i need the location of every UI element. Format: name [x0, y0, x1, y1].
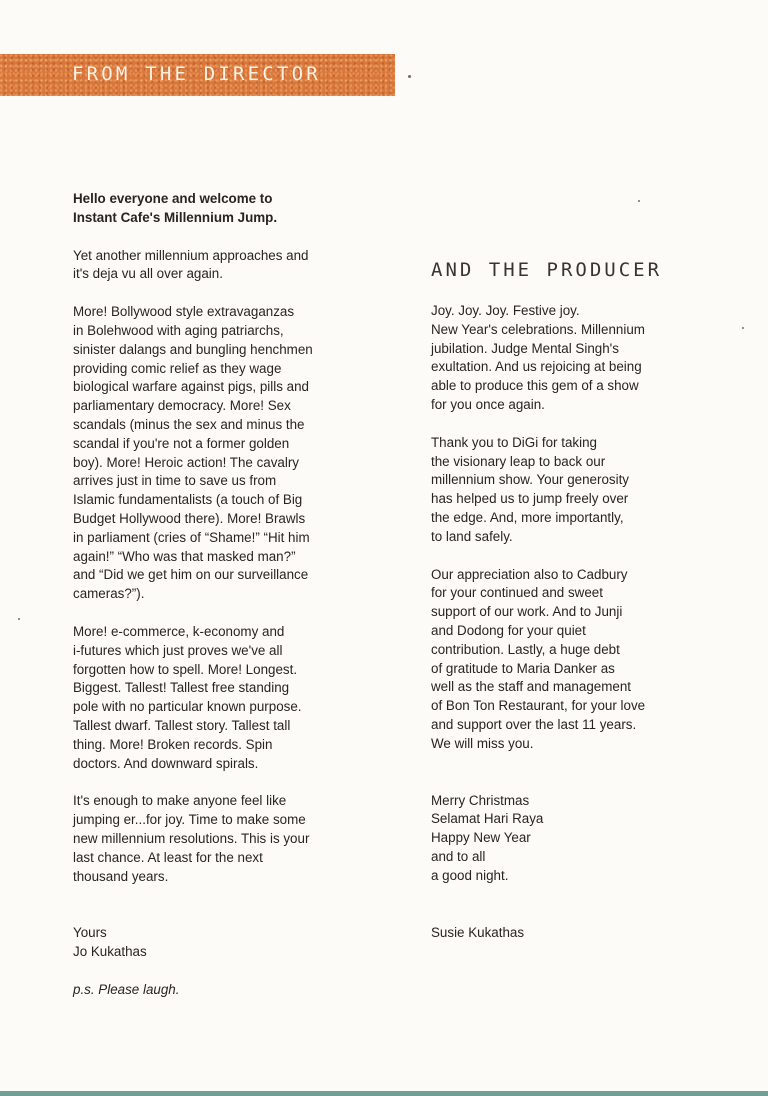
text-line: It's enough to make anyone feel like — [73, 793, 287, 809]
text-line: doctors. And downward spirals. — [73, 755, 259, 771]
text-line: and support over the last 11 years. — [431, 716, 637, 732]
text-line: and Dodong for your quiet — [431, 622, 586, 638]
dust-speck — [742, 327, 744, 329]
text-line: it's deja vu all over again. — [73, 266, 223, 282]
bottom-border — [0, 1091, 768, 1096]
text-line: of gratitude to Maria Danker as — [431, 660, 615, 676]
text-line: of Bon Ton Restaurant, for your love — [431, 698, 646, 714]
text-line: i-futures which just proves we've all — [73, 642, 283, 658]
director-heading: FROM THE DIRECTOR — [72, 63, 321, 85]
text-line: in parliament (cries of “Shame!” “Hit him — [73, 529, 310, 545]
producer-paragraph — [431, 302, 731, 415]
director-postscript — [73, 981, 403, 1000]
text-line: Tallest dwarf. Tallest story. Tallest tall — [73, 717, 291, 733]
text-line: for your continued and sweet — [431, 585, 603, 601]
text-line: in Bolehwood with aging patriarchs, — [73, 322, 284, 338]
text-line: millennium show. Your generosity — [431, 472, 629, 488]
text-line: Selamat Hari Raya — [431, 811, 544, 827]
producer-greetings — [431, 792, 731, 886]
producer-signoff — [431, 924, 731, 943]
director-paragraph — [73, 792, 403, 886]
text-line: to land safely. — [431, 528, 513, 544]
text-line: contribution. Lastly, a huge debt — [431, 641, 620, 657]
text-line: We will miss you. — [431, 735, 534, 751]
text-line: p.s. Please laugh. — [73, 981, 180, 997]
text-line: last chance. At least for the next — [73, 849, 263, 865]
director-greeting — [73, 190, 403, 228]
text-line: Merry Christmas — [431, 792, 530, 808]
director-paragraph — [73, 623, 403, 773]
text-line: the visionary leap to back our — [431, 453, 606, 469]
text-line: Yours — [73, 925, 107, 941]
text-line: a good night. — [431, 867, 509, 883]
text-line: and “Did we get him on our surveillance — [73, 567, 309, 583]
text-line: Budget Hollywood there). More! Brawls — [73, 510, 306, 526]
text-line: and to all — [431, 848, 486, 864]
signature-name: Susie Kukathas — [431, 924, 525, 940]
text-line: the edge. And, more importantly, — [431, 509, 624, 525]
text-line: thing. More! Broken records. Spin — [73, 736, 273, 752]
text-line: Islamic fundamentalists (a touch of Big — [73, 492, 303, 508]
text-line: pole with no particular known purpose. — [73, 699, 302, 715]
producer-paragraph — [431, 434, 731, 547]
text-line: again!” “Who was that masked man?” — [73, 548, 296, 564]
text-line: Joy. Joy. Joy. Festive joy. — [431, 303, 580, 318]
text-line: arrives just in time to save us from — [73, 473, 277, 489]
producer-paragraph — [431, 566, 731, 754]
text-line: sinister dalangs and bungling henchmen — [73, 341, 313, 357]
text-line: Instant Cafe's Millennium Jump. — [73, 209, 278, 225]
dust-speck — [408, 75, 411, 78]
text-line: jubilation. Judge Mental Singh's — [431, 340, 619, 356]
text-line: biological warfare against pigs, pills and — [73, 379, 309, 395]
text-line: well as the staff and management — [431, 679, 631, 695]
text-line: Hello everyone and welcome to — [73, 191, 273, 206]
text-line: Happy New Year — [431, 830, 531, 846]
text-line: forgotten how to spell. More! Longest. — [73, 661, 298, 677]
text-line: for you once again. — [431, 396, 545, 412]
text-line: scandals (minus the sex and minus the — [73, 416, 305, 432]
dust-speck — [18, 618, 20, 620]
text-line: Our appreciation also to Cadbury — [431, 566, 628, 582]
text-line: New Year's celebrations. Millennium — [431, 321, 645, 337]
text-line: providing comic relief as they wage — [73, 360, 282, 376]
text-line: boy). More! Heroic action! The cavalry — [73, 454, 299, 470]
text-line: cameras?”). — [73, 586, 145, 602]
text-line: Biggest. Tallest! Tallest free standing — [73, 680, 290, 696]
text-line: new millennium resolutions. This is your — [73, 830, 310, 846]
text-line: support of our work. And to Junji — [431, 604, 623, 620]
text-line: thousand years. — [73, 868, 169, 884]
text-line: Thank you to DiGi for taking — [431, 434, 597, 450]
director-signoff — [73, 924, 403, 962]
dust-speck — [638, 200, 640, 202]
director-letter — [73, 190, 403, 1019]
producer-heading: AND THE PRODUCER — [431, 259, 663, 281]
text-line: able to produce this gem of a show — [431, 378, 639, 394]
text-line: More! Bollywood style extravaganzas — [73, 304, 295, 320]
text-line: exultation. And us rejoicing at being — [431, 359, 642, 375]
text-line: parliamentary democracy. More! Sex — [73, 398, 291, 414]
producer-letter — [431, 302, 731, 961]
text-line: More! e-commerce, k-economy and — [73, 623, 285, 639]
text-line: Yet another millennium approaches and — [73, 247, 309, 263]
text-line: jumping er...for joy. Time to make some — [73, 812, 306, 828]
text-line: scandal if you're not a former golden — [73, 435, 290, 451]
director-paragraph — [73, 247, 403, 285]
director-paragraph — [73, 303, 403, 604]
text-line: has helped us to jump freely over — [431, 491, 629, 507]
signature-name: Jo Kukathas — [73, 944, 147, 960]
